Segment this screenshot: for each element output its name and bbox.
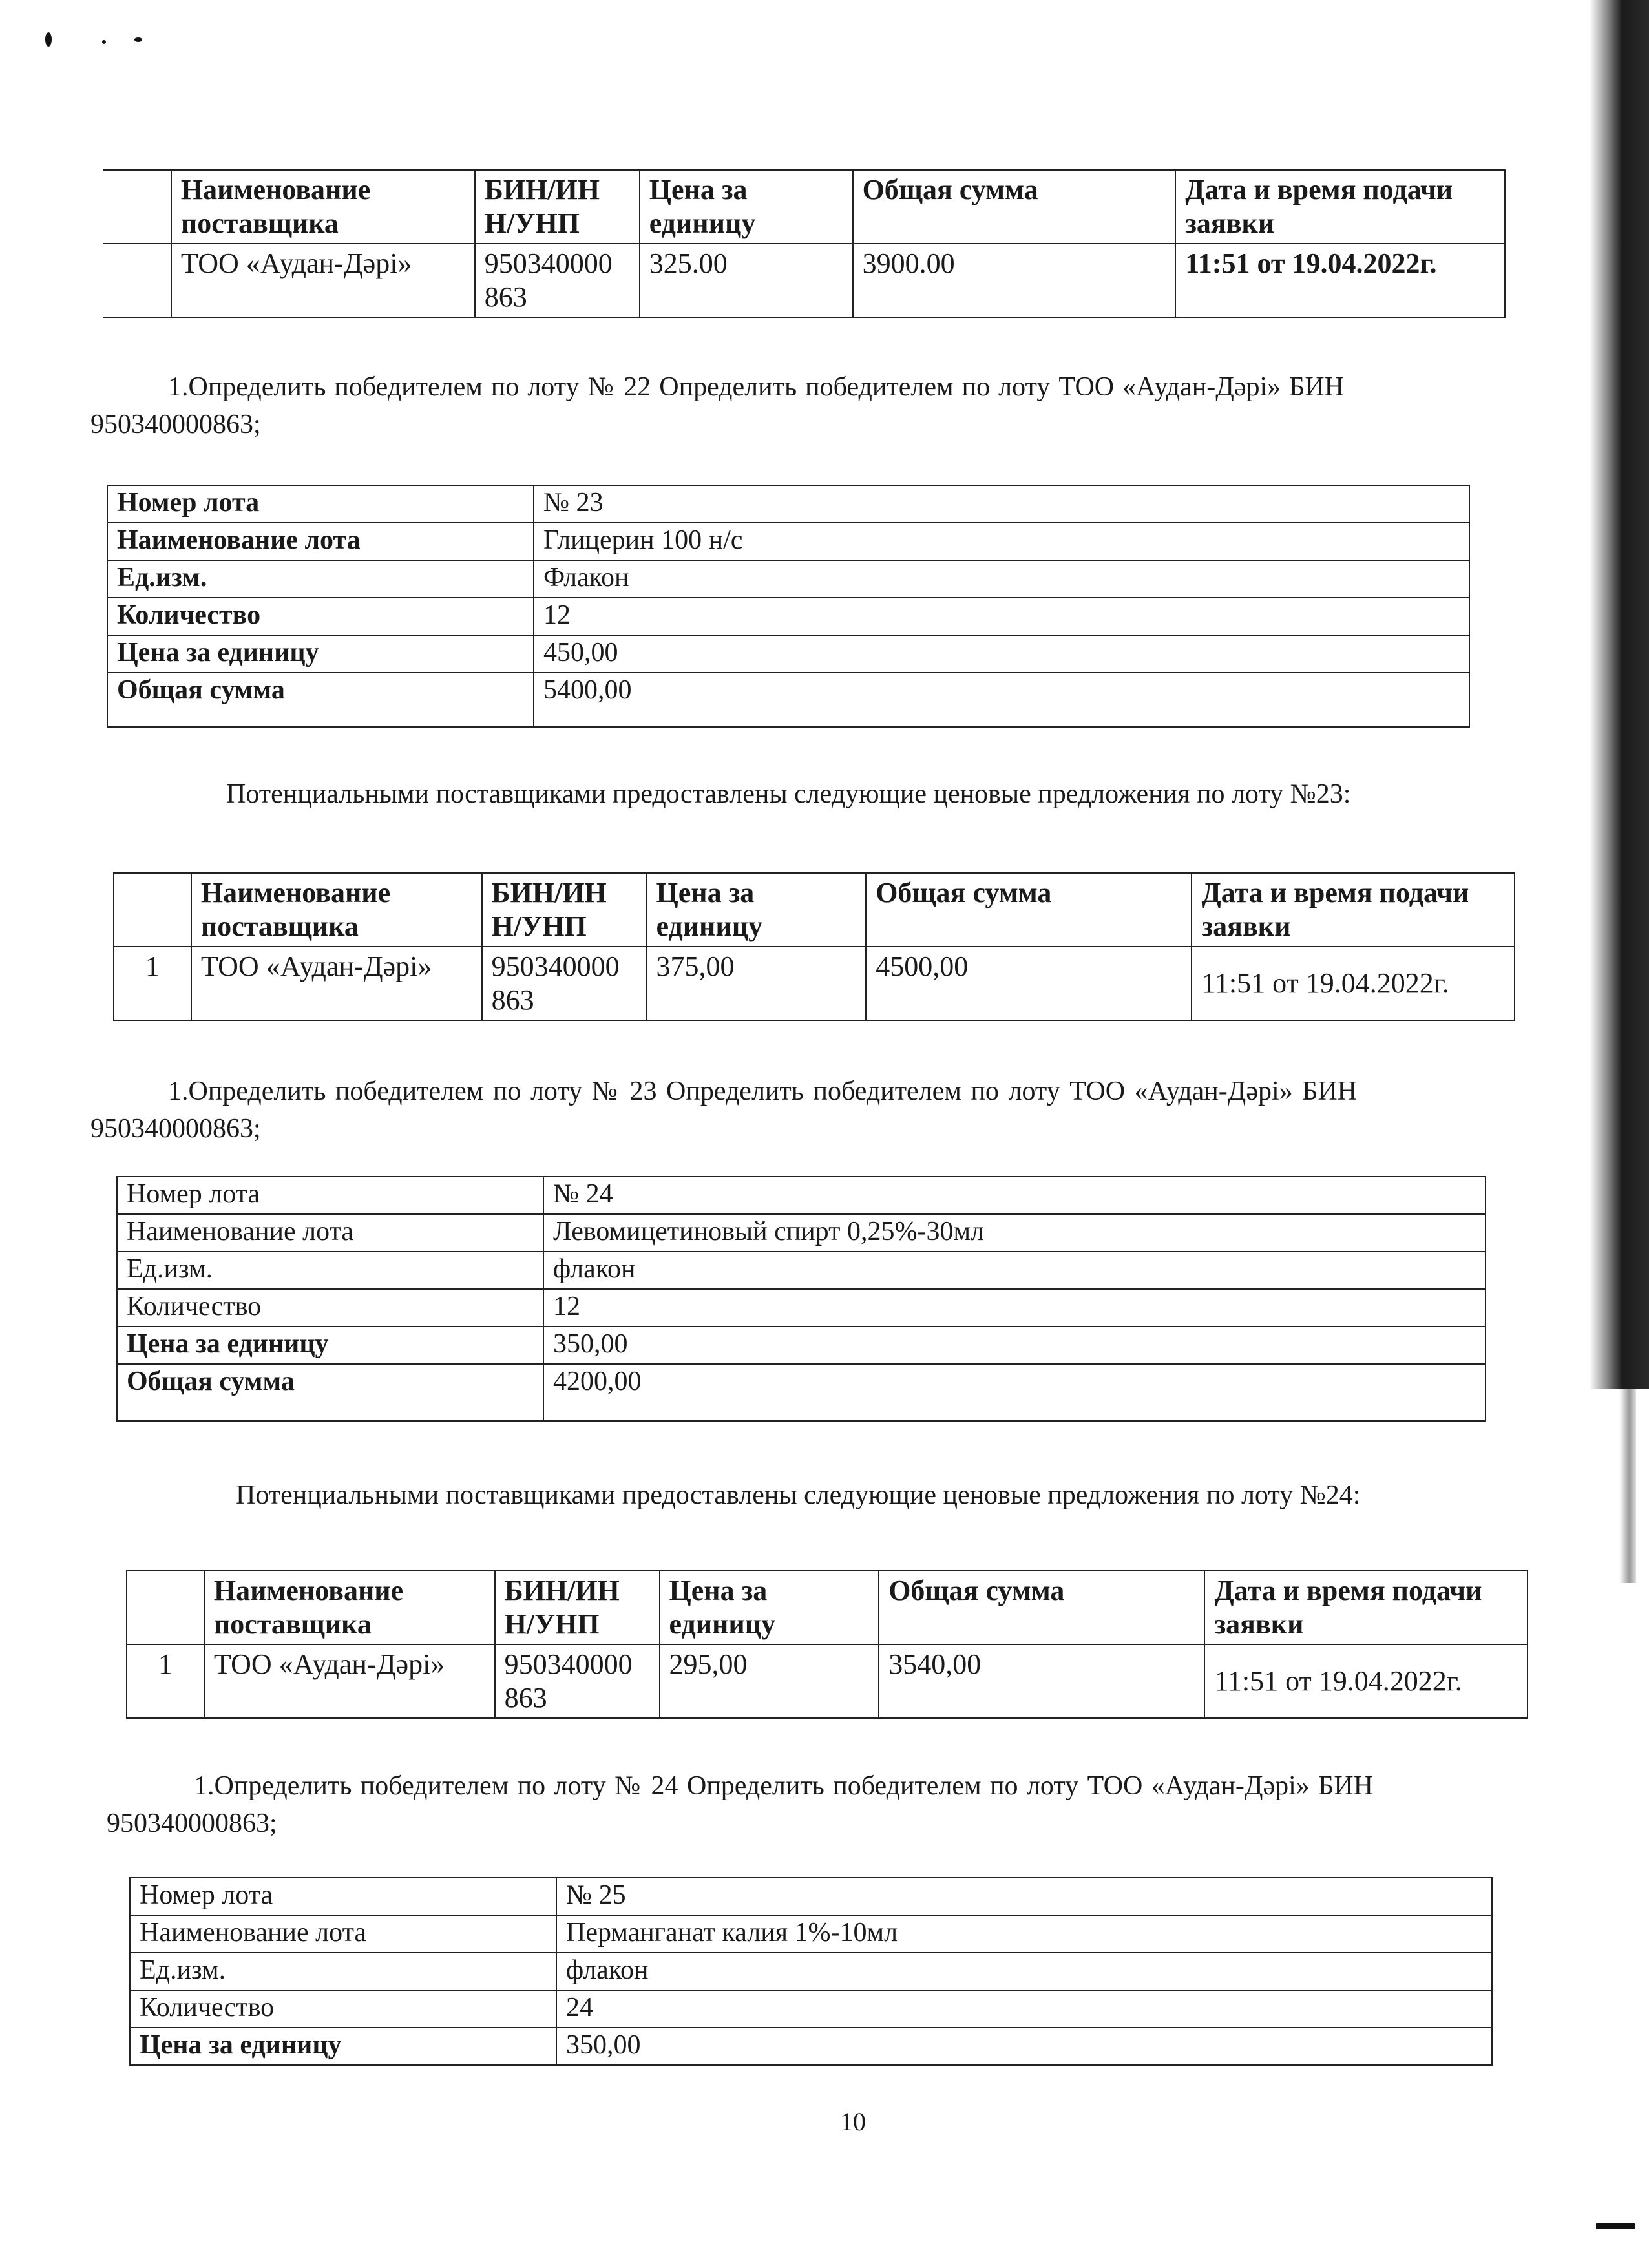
lot23-offer-table	[113, 872, 1515, 1021]
table-row	[117, 1289, 1486, 1327]
table-row	[107, 635, 1469, 673]
bin-header: БИН/ИН Н/УНП	[482, 873, 647, 947]
price-header: Цена за единицу	[647, 873, 867, 947]
table-row	[114, 947, 1515, 1020]
table-row	[117, 1252, 1486, 1289]
total-cell: 4500,00	[866, 947, 1192, 1020]
total-cell: 3540,00	[879, 1644, 1204, 1718]
qty-value: 12	[543, 1289, 1486, 1327]
total-value: 4200,00	[543, 1364, 1486, 1421]
table-row	[130, 1878, 1492, 1915]
scan-speck	[102, 40, 106, 44]
intro-lot24: Потенциальными поставщиками предоставлены следующие ценовые предложения по лоту №24:	[236, 1480, 1361, 1510]
datetime-header: Дата и время подачи заявки	[1175, 170, 1505, 244]
total-cell: 3900.00	[853, 244, 1176, 317]
table-row	[107, 560, 1469, 598]
table-row	[103, 244, 1505, 317]
table-row	[117, 1364, 1486, 1421]
scan-speck	[134, 37, 142, 42]
price-cell: 325.00	[640, 244, 853, 317]
bin-cell: 950340000 863	[495, 1644, 660, 1718]
decision-lot22: 1.Определить победителем по лоту № 22 Определить победителем по лоту ТОО «Аудан-Дәрі» БИН 950340000863;	[90, 372, 1344, 439]
supplier-header: Наименование поставщика	[171, 170, 475, 244]
num-header	[127, 1571, 204, 1644]
bin-cell: 950340000 863	[482, 947, 647, 1020]
supplier-cell: ТОО «Аудан-Дәрі»	[171, 244, 475, 317]
lot-name-value: Левомицетиновый спирт 0,25%-30мл	[543, 1214, 1486, 1252]
supplier-header: Наименование поставщика	[204, 1571, 495, 1644]
table-row	[130, 1915, 1492, 1953]
total-header: Общая сумма	[866, 873, 1192, 947]
table-row	[117, 1214, 1486, 1252]
lot25-details-table	[129, 1877, 1493, 2066]
table-header-row	[103, 170, 1505, 244]
lot-number-value: № 25	[556, 1878, 1492, 1915]
supplier-header: Наименование поставщика	[191, 873, 482, 947]
lot-name-value: Перманганат калия 1%-10мл	[556, 1915, 1492, 1953]
table-row	[107, 523, 1469, 560]
lot-number-label: Номер лота	[117, 1177, 543, 1214]
price-value: 450,00	[534, 635, 1469, 673]
decision-lot24: 1.Определить победителем по лоту № 24 Определить победителем по лоту ТОО «Аудан-Дәрі» БИН 950340000863;	[107, 1771, 1373, 1838]
table-row	[107, 598, 1469, 635]
price-cell: 295,00	[660, 1644, 879, 1718]
table-row	[130, 1953, 1492, 1990]
qty-label: Количество	[107, 598, 534, 635]
table-header-row	[114, 873, 1515, 947]
bin-header: БИН/ИН Н/УНП	[475, 170, 640, 244]
datetime-header: Дата и время подачи заявки	[1204, 1571, 1528, 1644]
price-value: 350,00	[556, 2028, 1492, 2065]
page-number: 10	[840, 2107, 866, 2136]
unit-value: Флакон	[534, 560, 1469, 598]
qty-label: Количество	[130, 1990, 556, 2028]
price-header: Цена за единицу	[640, 170, 853, 244]
lot-number-value: № 23	[534, 485, 1469, 523]
datetime-cell: 11:51 от 19.04.2022г.	[1204, 1644, 1528, 1718]
total-label: Общая сумма	[117, 1364, 543, 1421]
scan-edge-shadow	[1590, 0, 1649, 1389]
price-header: Цена за единицу	[660, 1571, 879, 1644]
num-header	[103, 170, 171, 244]
bin-cell: 950340000 863	[475, 244, 640, 317]
lot24-details-table	[116, 1176, 1486, 1422]
datetime-cell: 11:51 от 19.04.2022г.	[1192, 947, 1515, 1020]
unit-label: Ед.изм.	[107, 560, 534, 598]
lot-name-label: Наименование лота	[130, 1915, 556, 1953]
num-header	[114, 873, 191, 947]
lot-number-value: № 24	[543, 1177, 1486, 1214]
lot22-offer-table	[103, 169, 1506, 318]
supplier-cell: ТОО «Аудан-Дәрі»	[191, 947, 482, 1020]
table-row	[130, 2028, 1492, 2065]
lot-name-label: Наименование лота	[117, 1214, 543, 1252]
price-label: Цена за единицу	[130, 2028, 556, 2065]
lot-number-label: Номер лота	[107, 485, 534, 523]
table-row	[117, 1177, 1486, 1214]
lot-name-value: Глицерин 100 н/с	[534, 523, 1469, 560]
table-row	[117, 1327, 1486, 1364]
scan-edge-shadow-lower	[1619, 1389, 1636, 1583]
bin-header: БИН/ИН Н/УНП	[495, 1571, 660, 1644]
lot24-offer-table	[126, 1570, 1528, 1719]
table-row	[130, 1990, 1492, 2028]
total-header: Общая сумма	[879, 1571, 1204, 1644]
row-number: 1	[114, 947, 191, 1020]
price-label: Цена за единицу	[107, 635, 534, 673]
supplier-cell: ТОО «Аудан-Дәрі»	[204, 1644, 495, 1718]
intro-lot23: Потенциальными поставщиками предоставлены следующие ценовые предложения по лоту №23:	[226, 779, 1351, 809]
unit-value: флакон	[556, 1953, 1492, 1990]
total-value: 5400,00	[534, 673, 1469, 727]
datetime-header: Дата и время подачи заявки	[1192, 873, 1515, 947]
qty-value: 12	[534, 598, 1469, 635]
table-row	[107, 485, 1469, 523]
row-number	[103, 244, 171, 317]
datetime-cell: 11:51 от 19.04.2022г.	[1175, 244, 1505, 317]
lot-number-label: Номер лота	[130, 1878, 556, 1915]
price-value: 350,00	[543, 1327, 1486, 1364]
price-cell: 375,00	[647, 947, 867, 1020]
table-row	[107, 673, 1469, 727]
scan-speck	[45, 32, 52, 47]
table-header-row	[127, 1571, 1528, 1644]
decision-lot23: 1.Определить победителем по лоту № 23 Определить победителем по лоту ТОО «Аудан-Дәрі» БИН 950340000863;	[90, 1076, 1357, 1144]
table-row	[127, 1644, 1528, 1718]
scan-speck	[1596, 2223, 1635, 2229]
qty-label: Количество	[117, 1289, 543, 1327]
price-label: Цена за единицу	[117, 1327, 543, 1364]
lot23-details-table	[107, 485, 1470, 728]
unit-label: Ед.изм.	[117, 1252, 543, 1289]
row-number: 1	[127, 1644, 204, 1718]
total-label: Общая сумма	[107, 673, 534, 727]
qty-value: 24	[556, 1990, 1492, 2028]
lot-name-label: Наименование лота	[107, 523, 534, 560]
total-header: Общая сумма	[853, 170, 1176, 244]
unit-value: флакон	[543, 1252, 1486, 1289]
unit-label: Ед.изм.	[130, 1953, 556, 1990]
